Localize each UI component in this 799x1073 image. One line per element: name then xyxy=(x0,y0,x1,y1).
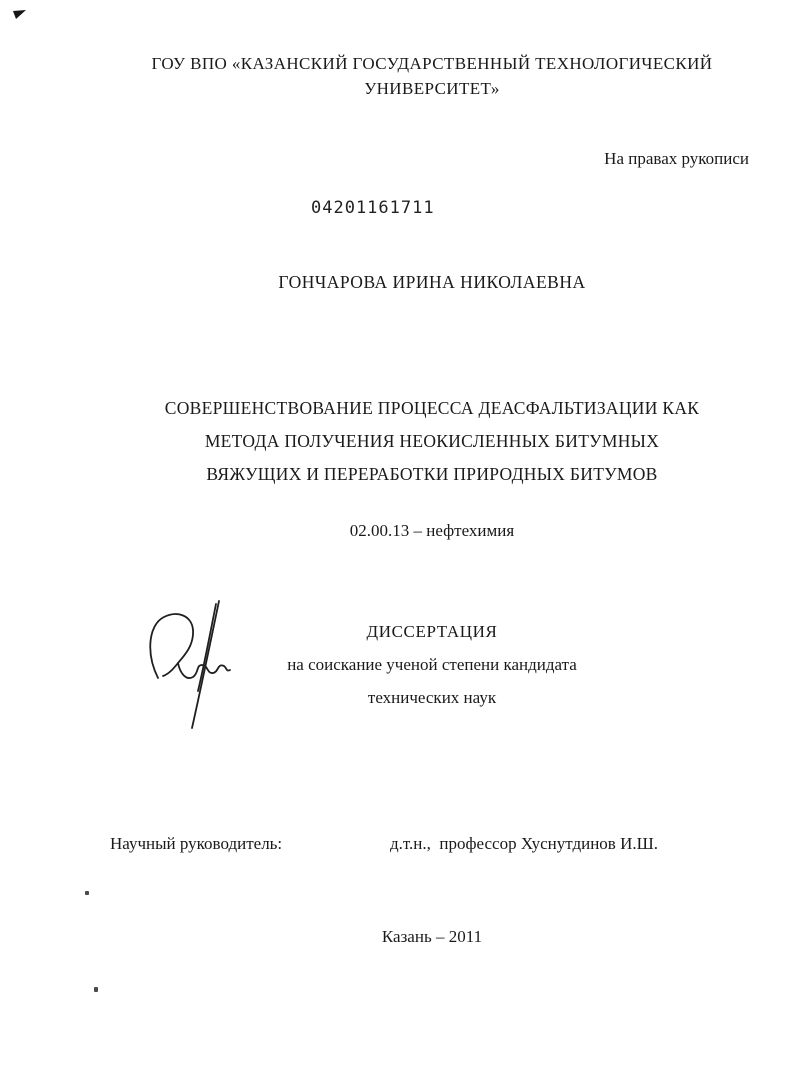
registration-number: 04201161711 xyxy=(311,198,435,218)
work-type: ДИССЕРТАЦИЯ xyxy=(366,622,498,641)
manuscript-note: На правах рукописи xyxy=(604,149,749,168)
supervisor-label: Научный руководитель: xyxy=(110,834,283,853)
dissertation-title xyxy=(75,392,789,491)
signature-icon xyxy=(143,592,243,737)
degree-line: на соискание ученой степени кандидата xyxy=(287,655,577,674)
institution-line: УНИВЕРСИТЕТ» xyxy=(364,79,500,98)
supervisor-row xyxy=(0,834,799,858)
title-line: СОВЕРШЕНСТВОВАНИЕ ПРОЦЕССА ДЕАСФАЛЬТИЗАЦИИ КАК xyxy=(164,398,700,418)
author-name: ГОНЧАРОВА ИРИНА НИКОЛАЕВНА xyxy=(278,272,586,292)
scan-artifact-icon xyxy=(13,10,27,20)
institution-header xyxy=(75,51,789,101)
degree-line: технических наук xyxy=(367,688,497,707)
scan-speckle-icon xyxy=(85,891,89,895)
title-line: ВЯЖУЩИХ И ПЕРЕРАБОТКИ ПРИРОДНЫХ БИТУМОВ xyxy=(206,464,658,484)
institution-line: ГОУ ВПО «КАЗАНСКИЙ ГОСУДАРСТВЕННЫЙ ТЕХНОЛОГИЧЕСКИЙ xyxy=(151,54,713,73)
scan-speckle-icon xyxy=(94,987,98,992)
specialty-code: 02.00.13 – нефтехимия xyxy=(349,521,515,540)
city-year: Казань – 2011 xyxy=(381,927,483,946)
title-line: МЕТОДА ПОЛУЧЕНИЯ НЕОКИСЛЕННЫХ БИТУМНЫХ xyxy=(204,431,660,451)
supervisor-value: д.т.н., профессор Хуснутдинов И.Ш. xyxy=(390,834,658,853)
